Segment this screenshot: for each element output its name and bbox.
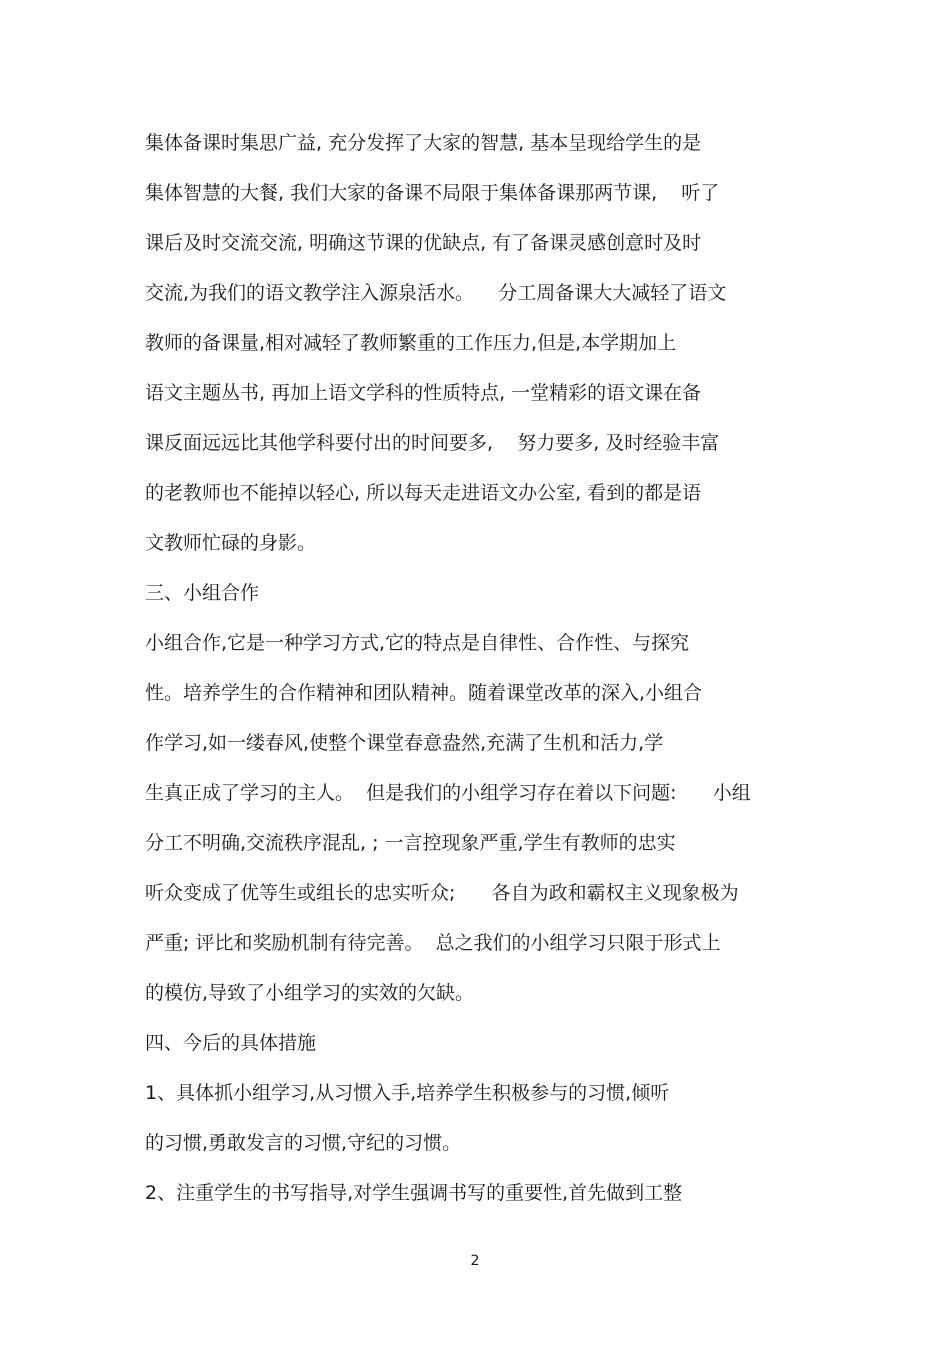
text-line: 教师的备课量,相对减轻了教师繁重的工作压力,但是,本学期加上 bbox=[145, 332, 677, 354]
text-line: 的模仿,导致了小组学习的实效的欠缺。 bbox=[145, 982, 475, 1004]
text-line: 课后及时交流交流, 明确这节课的优缺点, 有了备课灵感创意时及时 bbox=[145, 232, 702, 254]
text-line: 分工不明确,交流秩序混乱, ; 一言控现象严重,学生有教师的忠实 bbox=[145, 832, 676, 854]
text-line: 课反面远远比其他学科要付出的时间要多, 努力要多, 及时经验丰富 bbox=[145, 432, 720, 454]
text-line: 2、注重学生的书写指导,对学生强调书写的重要性,首先做到工整 bbox=[145, 1182, 683, 1204]
text-line: 集体备课时集思广益, 充分发挥了大家的智慧, 基本呈现给学生的是 bbox=[145, 132, 702, 154]
text-line: 文教师忙碌的身影。 bbox=[145, 532, 317, 554]
section-heading: 四、今后的具体措施 bbox=[145, 1032, 317, 1054]
text-line: 小组合作,它是一种学习方式,它的特点是自律性、合作性、与探究 bbox=[145, 632, 690, 654]
text-line: 严重; 评比和奖励机制有待完善。 总之我们的小组学习只限于形式上 bbox=[145, 932, 721, 954]
text-line: 1、具体抓小组学习,从习惯入手,培养学生积极参与的习惯,倾听 bbox=[145, 1082, 670, 1104]
text-line: 性。培养学生的合作精神和团队精神。随着课堂改革的深入,小组合 bbox=[145, 682, 703, 704]
text-line: 生真正成了学习的主人。 但是我们的小组学习存在着以下问题: 小组 bbox=[145, 782, 751, 804]
text-line: 集体智慧的大餐, 我们大家的备课不局限于集体备课那两节课, 听了 bbox=[145, 182, 720, 204]
text-line: 交流,为我们的语文教学注入源泉活水。 分工周备课大大减轻了语文 bbox=[145, 282, 727, 304]
text-line: 语文主题丛书, 再加上语文学科的性质特点, 一堂精彩的语文课在备 bbox=[145, 382, 702, 404]
page-number: 2 bbox=[470, 1253, 480, 1269]
text-line: 的习惯,勇敢发言的习惯,守纪的习惯。 bbox=[145, 1132, 462, 1154]
section-heading: 三、小组合作 bbox=[145, 582, 260, 604]
text-line: 听众变成了优等生或组长的忠实听众; 各自为政和霸权主义现象极为 bbox=[145, 882, 739, 904]
text-line: 的老教师也不能掉以轻心, 所以每天走进语文办公室, 看到的都是语 bbox=[145, 482, 702, 504]
text-line: 作学习,如一缕春风,使整个课堂春意盎然,充满了生机和活力,学 bbox=[145, 732, 664, 754]
